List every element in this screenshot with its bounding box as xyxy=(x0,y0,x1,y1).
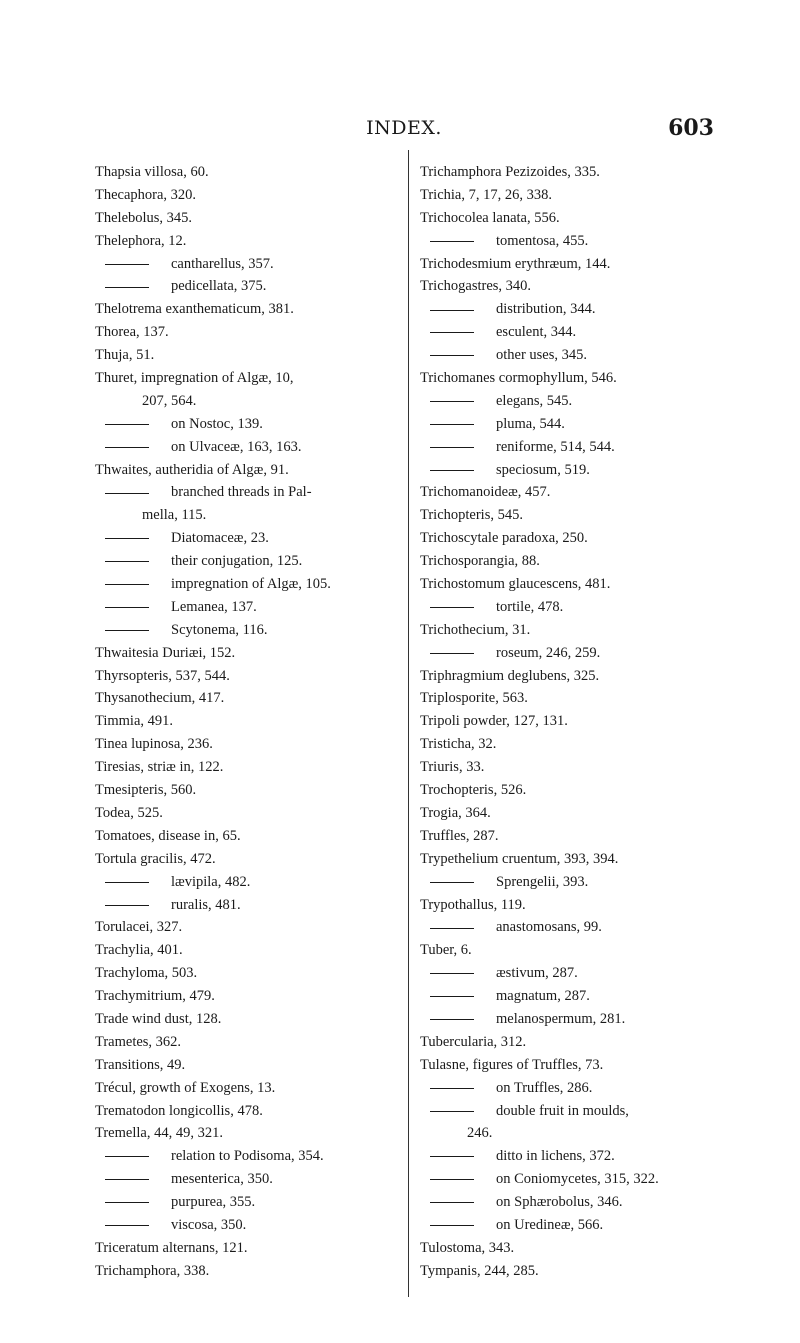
index-entry xyxy=(420,802,720,825)
ditto-dash xyxy=(430,1088,474,1089)
entry-text: Tubercularia, 312. xyxy=(420,1033,527,1050)
index-entry xyxy=(420,275,720,298)
index-entry xyxy=(420,573,720,596)
index-entry xyxy=(420,1054,720,1077)
index-subentry xyxy=(420,1077,720,1100)
entry-text: Tremella, 44, 49, 321. xyxy=(95,1125,223,1142)
entry-text: Thwaitesia Duriæi, 152. xyxy=(95,644,236,661)
index-continuation xyxy=(95,504,397,527)
index-entry xyxy=(420,779,720,802)
index-entry xyxy=(420,367,720,390)
index-subentry xyxy=(95,1214,397,1237)
index-entry xyxy=(95,710,397,733)
entry-text: Thelephora, 12. xyxy=(95,232,187,249)
entry-text: Trypothallus, 119. xyxy=(420,896,526,913)
index-entry xyxy=(95,1054,397,1077)
entry-text: tomentosa, 455. xyxy=(496,232,589,249)
index-subentry xyxy=(420,1168,720,1191)
entry-text: Lemanea, 137. xyxy=(171,598,257,615)
entry-text: Trichostomum glaucescens, 481. xyxy=(420,576,611,593)
header-title: INDEX. xyxy=(366,117,442,139)
index-entry xyxy=(420,687,720,710)
index-entry xyxy=(420,527,720,550)
entry-text: speciosum, 519. xyxy=(496,461,590,478)
ditto-dash xyxy=(430,973,474,974)
entry-text: Tomatoes, disease in, 65. xyxy=(95,827,241,844)
index-entry xyxy=(95,665,397,688)
ditto-dash xyxy=(105,1202,149,1203)
index-entry xyxy=(420,550,720,573)
ditto-dash xyxy=(105,424,149,425)
entry-text: Thyrsopteris, 537, 544. xyxy=(95,667,230,684)
entry-text: Thelebolus, 345. xyxy=(95,209,193,226)
ditto-dash xyxy=(430,1202,474,1203)
entry-text: anastomosans, 99. xyxy=(496,919,602,936)
entry-text: melanospermum, 281. xyxy=(496,1010,626,1027)
entry-text: Trichia, 7, 17, 26, 338. xyxy=(420,186,552,203)
index-entry xyxy=(95,848,397,871)
index-entry xyxy=(420,253,720,276)
ditto-dash xyxy=(430,241,474,242)
index-continuation xyxy=(420,1122,720,1145)
ditto-dash xyxy=(430,1225,474,1226)
index-entry xyxy=(95,687,397,710)
index-entry xyxy=(95,1122,397,1145)
page-number: 603 xyxy=(668,115,714,141)
entry-text: other uses, 345. xyxy=(496,347,588,364)
ditto-dash xyxy=(105,1225,149,1226)
index-subentry xyxy=(95,436,397,459)
entry-text: 246. xyxy=(467,1125,493,1142)
entry-text: Trochopteris, 526. xyxy=(420,782,527,799)
entry-text: Trachylia, 401. xyxy=(95,942,183,959)
entry-text: Tulasne, figures of Truffles, 73. xyxy=(420,1056,604,1073)
ditto-dash xyxy=(430,424,474,425)
entry-text: Torulacei, 327. xyxy=(95,919,183,936)
entry-text: Trametes, 362. xyxy=(95,1033,182,1050)
entry-text: Trichothecium, 31. xyxy=(420,621,531,638)
ditto-dash xyxy=(105,584,149,585)
entry-text: Tiresias, striæ in, 122. xyxy=(95,759,224,776)
index-entry xyxy=(95,1260,397,1283)
ditto-dash xyxy=(430,1019,474,1020)
index-subentry xyxy=(95,1145,397,1168)
entry-text: their conjugation, 125. xyxy=(171,553,303,570)
entry-text: Scytonema, 116. xyxy=(171,621,268,638)
index-subentry xyxy=(420,1145,720,1168)
index-subentry xyxy=(420,1191,720,1214)
index-entry xyxy=(95,1077,397,1100)
index-subentry xyxy=(420,321,720,344)
index-entry xyxy=(95,939,397,962)
index-subentry xyxy=(95,596,397,619)
ditto-dash xyxy=(430,1111,474,1112)
index-entry xyxy=(95,916,397,939)
ditto-dash xyxy=(430,401,474,402)
entry-text: Trypethelium cruentum, 393, 394. xyxy=(420,850,619,867)
index-entry xyxy=(95,321,397,344)
entry-text: viscosa, 350. xyxy=(171,1216,247,1233)
entry-text: Thecaphora, 320. xyxy=(95,186,197,203)
index-subentry xyxy=(420,1100,720,1123)
index-entry xyxy=(95,230,397,253)
index-continuation xyxy=(95,390,397,413)
entry-text: Triplosporite, 563. xyxy=(420,690,528,707)
entry-text: Thwaites, autheridia of Algæ, 91. xyxy=(95,461,289,478)
index-entry xyxy=(420,710,720,733)
entry-text: æstivum, 287. xyxy=(496,965,578,982)
entry-text: Tripoli powder, 127, 131. xyxy=(420,713,568,730)
entry-text: Thuret, impregnation of Algæ, 10, xyxy=(95,370,294,387)
entry-text: double fruit in moulds, xyxy=(496,1102,629,1119)
entry-text: Tmesipteris, 560. xyxy=(95,782,197,799)
index-entry xyxy=(420,756,720,779)
index-entry xyxy=(95,1237,397,1260)
entry-text: mella, 115. xyxy=(142,507,207,524)
entry-text: branched threads in Pal- xyxy=(171,484,312,501)
index-entry xyxy=(420,1260,720,1283)
entry-text: mesenterica, 350. xyxy=(171,1171,273,1188)
index-subentry xyxy=(95,573,397,596)
entry-text: Trécul, growth of Exogens, 13. xyxy=(95,1079,276,1096)
entry-text: Tortula gracilis, 472. xyxy=(95,850,216,867)
index-entry xyxy=(95,802,397,825)
index-entry xyxy=(95,985,397,1008)
index-entry xyxy=(420,848,720,871)
index-subentry xyxy=(420,413,720,436)
index-subentry xyxy=(420,1214,720,1237)
entry-text: reniforme, 514, 544. xyxy=(496,438,615,455)
entry-text: on Truffles, 286. xyxy=(496,1079,593,1096)
index-entry xyxy=(420,504,720,527)
ditto-dash xyxy=(105,538,149,539)
index-subentry xyxy=(95,413,397,436)
index-entry xyxy=(420,825,720,848)
index-entry xyxy=(95,184,397,207)
entry-text: Trematodon longicollis, 478. xyxy=(95,1102,263,1119)
entry-text: Trichomanes cormophyllum, 546. xyxy=(420,370,617,387)
entry-text: Diatomaceæ, 23. xyxy=(171,530,269,547)
index-subentry xyxy=(95,253,397,276)
entry-text: Trichocolea lanata, 556. xyxy=(420,209,560,226)
entry-text: ruralis, 481. xyxy=(171,896,241,913)
entry-text: ditto in lichens, 372. xyxy=(496,1148,615,1165)
ditto-dash xyxy=(105,882,149,883)
entry-text: Thuja, 51. xyxy=(95,347,155,364)
entry-text: Timmia, 491. xyxy=(95,713,174,730)
entry-text: Trogia, 364. xyxy=(420,804,491,821)
index-entry xyxy=(420,207,720,230)
index-subentry xyxy=(420,871,720,894)
ditto-dash xyxy=(430,1156,474,1157)
index-subentry xyxy=(95,894,397,917)
entry-text: on Nostoc, 139. xyxy=(171,415,263,432)
entry-text: purpurea, 355. xyxy=(171,1194,256,1211)
ditto-dash xyxy=(105,264,149,265)
entry-text: roseum, 246, 259. xyxy=(496,644,601,661)
entry-text: on Uredineæ, 566. xyxy=(496,1216,604,1233)
ditto-dash xyxy=(430,470,474,471)
index-subentry xyxy=(420,962,720,985)
index-subentry xyxy=(95,481,397,504)
index-entry xyxy=(95,1031,397,1054)
entry-text: pluma, 544. xyxy=(496,415,565,432)
entry-text: Truffles, 287. xyxy=(420,827,499,844)
ditto-dash xyxy=(430,1179,474,1180)
index-entry xyxy=(420,1031,720,1054)
index-subentry xyxy=(420,916,720,939)
index-subentry xyxy=(420,436,720,459)
entry-text: Transitions, 49. xyxy=(95,1056,186,1073)
index-entry xyxy=(95,756,397,779)
entry-text: Triceratum alternans, 121. xyxy=(95,1239,248,1256)
index-subentry xyxy=(95,275,397,298)
ditto-dash xyxy=(105,447,149,448)
index-entry xyxy=(420,619,720,642)
entry-text: pedicellata, 375. xyxy=(171,278,267,295)
entry-text: distribution, 344. xyxy=(496,301,596,318)
running-header xyxy=(94,117,714,145)
ditto-dash xyxy=(430,447,474,448)
index-subentry xyxy=(420,344,720,367)
index-subentry xyxy=(95,1168,397,1191)
index-entry xyxy=(420,184,720,207)
ditto-dash xyxy=(430,310,474,311)
entry-text: Tuber, 6. xyxy=(420,942,472,959)
entry-text: Trichosporangia, 88. xyxy=(420,553,540,570)
entry-text: Triphragmium deglubens, 325. xyxy=(420,667,600,684)
index-subentry xyxy=(95,550,397,573)
entry-text: Tulostoma, 343. xyxy=(420,1239,515,1256)
index-entry xyxy=(95,344,397,367)
entry-text: Trichopteris, 545. xyxy=(420,507,523,524)
entry-text: Thapsia villosa, 60. xyxy=(95,164,209,180)
index-entry xyxy=(420,481,720,504)
index-subentry xyxy=(420,985,720,1008)
entry-text: lævipila, 482. xyxy=(171,873,251,890)
ditto-dash xyxy=(430,653,474,654)
index-subentry xyxy=(420,1008,720,1031)
index-entry xyxy=(420,894,720,917)
index-entry xyxy=(95,779,397,802)
index-subentry xyxy=(420,298,720,321)
ditto-dash xyxy=(430,996,474,997)
index-entry xyxy=(95,1100,397,1123)
entry-text: Thysanothecium, 417. xyxy=(95,690,225,707)
index-subentry xyxy=(420,596,720,619)
entry-text: Trade wind dust, 128. xyxy=(95,1010,222,1027)
ditto-dash xyxy=(105,493,149,494)
entry-text: on Coniomycetes, 315, 322. xyxy=(496,1171,659,1188)
index-subentry xyxy=(420,459,720,482)
index-entry xyxy=(420,665,720,688)
ditto-dash xyxy=(105,630,149,631)
entry-text: Trichogastres, 340. xyxy=(420,278,532,295)
entry-text: Tristicha, 32. xyxy=(420,736,497,753)
index-entry xyxy=(95,825,397,848)
entry-text: Tinea lupinosa, 236. xyxy=(95,736,213,753)
entry-text: Trichomanoideæ, 457. xyxy=(420,484,551,501)
left-index-column xyxy=(95,161,397,1283)
index-entry xyxy=(95,733,397,756)
index-subentry xyxy=(95,619,397,642)
entry-text: tortile, 478. xyxy=(496,598,564,615)
ditto-dash xyxy=(105,1156,149,1157)
index-subentry xyxy=(420,642,720,665)
ditto-dash xyxy=(105,561,149,562)
entry-text: Trichoscytale paradoxa, 250. xyxy=(420,530,588,547)
entry-text: Trichodesmium erythræum, 144. xyxy=(420,255,611,272)
entry-text: magnatum, 287. xyxy=(496,988,590,1005)
index-entry xyxy=(95,1008,397,1031)
index-entry xyxy=(95,962,397,985)
entry-text: impregnation of Algæ, 105. xyxy=(171,576,331,593)
ditto-dash xyxy=(105,1179,149,1180)
ditto-dash xyxy=(105,607,149,608)
column-divider xyxy=(408,150,409,1297)
index-entry xyxy=(95,642,397,665)
entry-text: Trichamphora, 338. xyxy=(95,1262,210,1279)
ditto-dash xyxy=(430,882,474,883)
entry-text: cantharellus, 357. xyxy=(171,255,274,272)
index-entry xyxy=(420,733,720,756)
ditto-dash xyxy=(105,905,149,906)
index-entry xyxy=(95,161,397,184)
ditto-dash xyxy=(430,928,474,929)
entry-text: 207, 564. xyxy=(142,392,197,409)
right-index-column xyxy=(420,161,720,1283)
ditto-dash xyxy=(105,287,149,288)
index-subentry xyxy=(95,527,397,550)
index-entry xyxy=(95,367,397,390)
entry-text: esculent, 344. xyxy=(496,324,577,341)
entry-text: Thelotrema exanthematicum, 381. xyxy=(95,301,294,318)
index-entry xyxy=(95,207,397,230)
entry-text: Sprengelii, 393. xyxy=(496,873,589,890)
entry-text: elegans, 545. xyxy=(496,392,573,409)
entry-text: Trachymitrium, 479. xyxy=(95,988,215,1005)
entry-text: Tympanis, 244, 285. xyxy=(420,1262,539,1279)
entry-text: on Sphærobolus, 346. xyxy=(496,1194,623,1211)
index-entry xyxy=(420,161,720,184)
entry-text: Trachyloma, 503. xyxy=(95,965,198,982)
entry-text: Trichamphora Pezizoides, 335. xyxy=(420,164,600,180)
index-subentry xyxy=(95,1191,397,1214)
index-entry xyxy=(95,459,397,482)
entry-text: Thorea, 137. xyxy=(95,324,169,341)
index-subentry xyxy=(95,871,397,894)
entry-text: Todea, 525. xyxy=(95,804,163,821)
ditto-dash xyxy=(430,332,474,333)
ditto-dash xyxy=(430,355,474,356)
index-entry xyxy=(420,1237,720,1260)
index-subentry xyxy=(420,390,720,413)
ditto-dash xyxy=(430,607,474,608)
entry-text: on Ulvaceæ, 163, 163. xyxy=(171,438,302,455)
entry-text: relation to Podisoma, 354. xyxy=(171,1148,324,1165)
index-entry xyxy=(95,298,397,321)
entry-text: Triuris, 33. xyxy=(420,759,485,776)
index-entry xyxy=(420,939,720,962)
index-subentry xyxy=(420,230,720,253)
